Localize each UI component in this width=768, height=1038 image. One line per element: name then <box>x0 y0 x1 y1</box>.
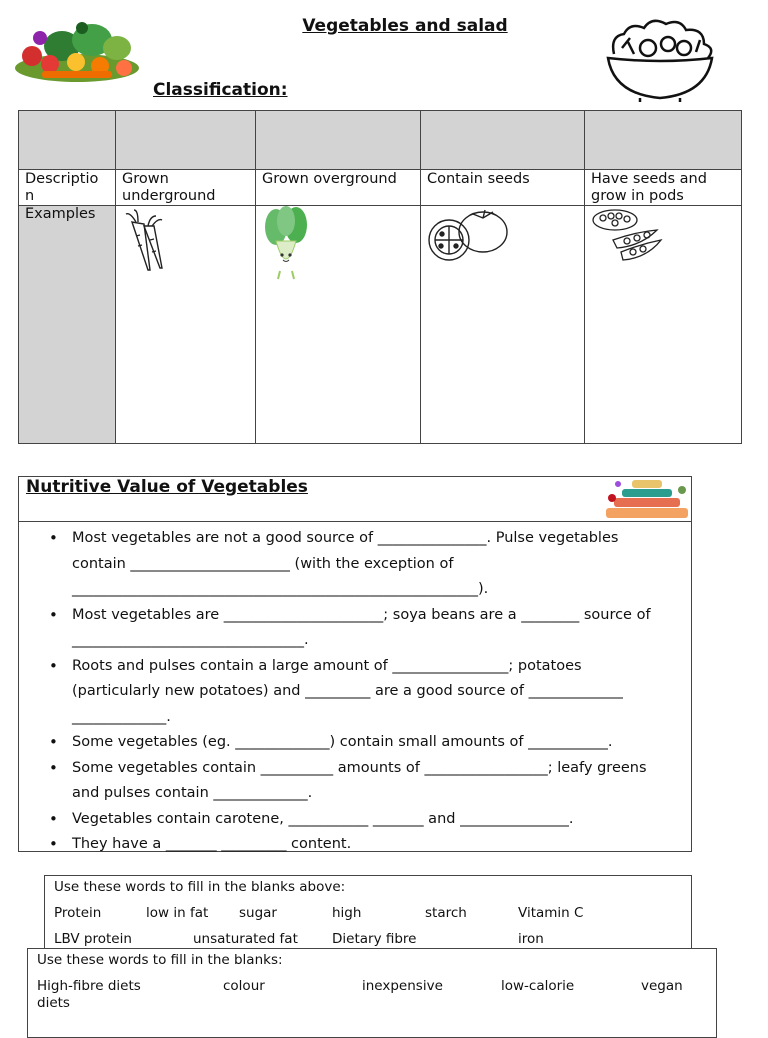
word-item: unsaturated fat <box>193 931 298 947</box>
word-item: starch <box>425 905 467 921</box>
list-item: • Most vegetables are not a good source of _______________. Pulse vegetables contain ______________________ (with the exception of ________________________________________________________). <box>72 526 672 603</box>
header-cell <box>116 111 256 170</box>
nutrition-heading: Nutritive Value of Vegetables <box>26 477 308 497</box>
carrot-icon <box>122 208 172 274</box>
list-item: • Roots and pulses contain a large amount of ________________; potatoes (particularly new potatoes) and _________ are a good source of _____________ _____________. <box>72 654 672 731</box>
word-item: low-calorie <box>501 978 575 994</box>
word-item: diets <box>37 995 70 1011</box>
nutrition-list <box>19 522 691 858</box>
row-label-examples: Examples <box>19 206 116 444</box>
example-cell <box>256 206 421 444</box>
list-item: • They have a _______ _________ content. <box>72 832 672 858</box>
list-item: • Vegetables contain carotene, ___________ _______ and _______________. <box>72 807 672 833</box>
word-item: sugar <box>239 905 277 921</box>
list-item: • Some vegetables (eg. _____________) contain small amounts of ___________. <box>72 730 672 756</box>
word-item: High-fibre diets <box>37 978 141 994</box>
word-item: Vitamin C <box>518 905 584 921</box>
word-item: Protein <box>54 905 102 921</box>
nutrition-heading-bar <box>19 477 691 522</box>
example-cell <box>421 206 585 444</box>
word-item: iron <box>518 931 544 947</box>
description-cell: Have seeds and grow in pods <box>585 170 742 206</box>
word-item: high <box>332 905 362 921</box>
page-title: Vegetables and salad <box>302 16 508 36</box>
word-bank-title: Use these words to fill in the blanks: <box>37 952 283 968</box>
header-cell <box>585 111 742 170</box>
header-cell <box>19 111 116 170</box>
bok-choy-icon <box>262 205 310 281</box>
section-title-classification: Classification: <box>153 80 288 100</box>
header-cell <box>421 111 585 170</box>
description-cell: Grown underground <box>116 170 256 206</box>
word-item: Dietary fibre <box>332 931 417 947</box>
word-item: LBV protein <box>54 931 132 947</box>
nutrition-box <box>18 476 692 852</box>
word-item: colour <box>223 978 265 994</box>
tomato-icon <box>427 206 511 264</box>
example-cell <box>116 206 256 444</box>
list-item: • Most vegetables are ______________________; soya beans are a ________ source of ________________________________. <box>72 603 672 654</box>
word-bank-title: Use these words to fill in the blanks above: <box>54 879 346 895</box>
list-item: • Some vegetables contain __________ amounts of _________________; leafy greens and pulses contain _____________. <box>72 756 672 807</box>
word-bank-box <box>44 875 692 955</box>
word-item: low in fat <box>146 905 209 921</box>
classification-table <box>18 110 742 444</box>
vegetables-pile-icon <box>12 16 142 84</box>
header-cell <box>256 111 421 170</box>
pea-pods-icon <box>591 206 663 264</box>
row-label-description: Descriptio n <box>19 170 116 206</box>
example-cell <box>585 206 742 444</box>
salad-bowl-icon <box>600 14 720 102</box>
word-bank-box-2 <box>27 948 717 1038</box>
word-item: vegan <box>641 978 683 994</box>
food-pyramid-icon <box>604 476 690 522</box>
description-cell: Contain seeds <box>421 170 585 206</box>
word-item: inexpensive <box>362 978 443 994</box>
description-cell: Grown overground <box>256 170 421 206</box>
